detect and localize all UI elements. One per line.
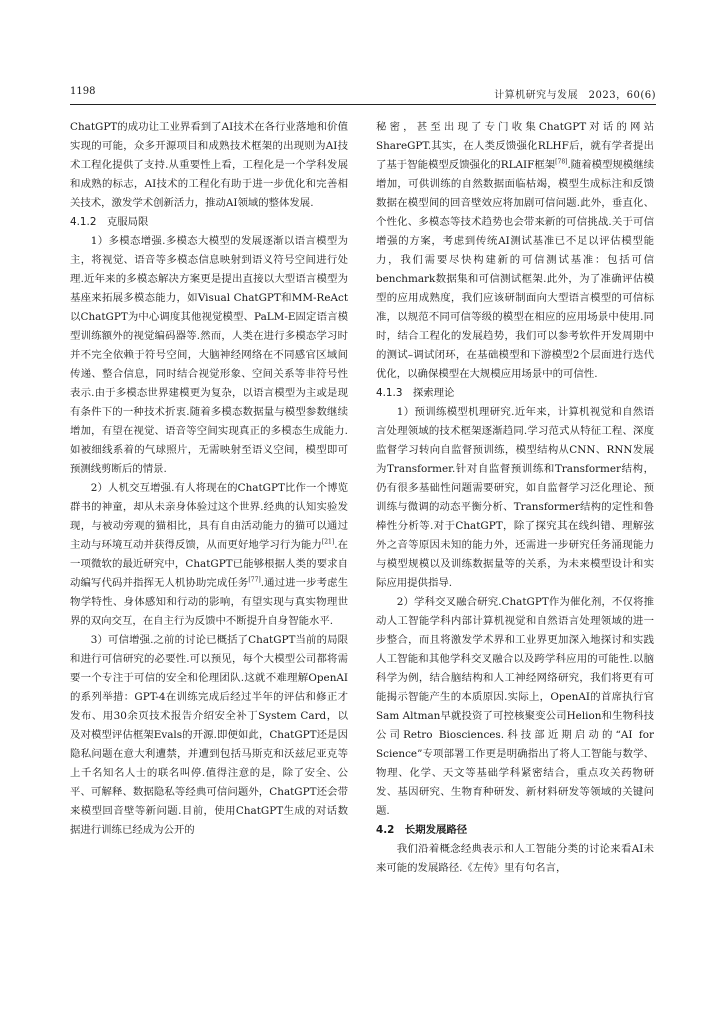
paragraph bbox=[70, 479, 348, 631]
paragraph-text: .通过进一步考虑生物学特性、身体感知和行动的影响，有望实现与真实物理世界的双向交互，在自主行为反馈中不断提升自身智能水平. bbox=[70, 577, 348, 627]
paragraph: 1）预训练模型机理研究.近年来，计算机视觉和自然语言处理领域的技术框架逐渐趋同.学习范式从特征工程、深度监督学习转向自监督预训练，模型结构从CNN、RNN发展为Transformer.针对自监督预训练和Transformer结构，仍有很多基础性问题需要研究，如自监督学习泛化理论、预训练与微调的动态平衡分析、Transformer结构的定性和鲁棒性分析等.对于ChatGPT，除了探究其在线纠错、理解弦外之音等原因未知的能力外，还需进一步研究任务涌现能力与模型规模以及训练数据量等的关系，为未来模型设计和实际应用提供指导. bbox=[376, 406, 654, 589]
right-column bbox=[376, 118, 654, 878]
paragraph: ChatGPT的成功让工业界看到了AI技术在各行业落地和价值实现的可能，众多开源项目和成熟技术框架的出现则为AI技术工程化提供了支持.从重要性上看，工程化是一个学科发展和成熟的标志，AI技术的工程化有助于进一步优化和完善相关技术，激发学术创新活力，推动AI领域的整体发展. bbox=[70, 121, 348, 209]
subsection-heading: 4.1.2 克服局限 bbox=[70, 216, 149, 228]
header-rule bbox=[70, 104, 656, 105]
citation: [21] bbox=[321, 538, 335, 546]
page-header bbox=[70, 86, 656, 100]
left-column bbox=[70, 118, 348, 840]
subsection-heading: 4.1.3 探索理论 bbox=[376, 387, 455, 399]
citation: [77] bbox=[248, 576, 261, 584]
page-number: 1198 bbox=[70, 86, 96, 97]
paragraph: 2）学科交叉融合研究.ChatGPT作为催化剂，不仅将推动人工智能学科内部计算机视觉和自然语言处理领域的进一步整合，而且将激发学术界和工业界更加深入地探讨和实践人工智能和其他学科交叉融合以及跨学科应用的可能性.以脑科学为例，结合脑结构和人工神经网络研究，我们将更有可能揭示智能产生的本质原因.实际上，OpenAI的首席执行官Sam Altman早就投资了可控核聚变公司Helion和生物科技公司Retro Biosciences.科技部近期启动的“AI for Science”专项部署工作更是明确指出了将人工智能与数学、物理、化学、天文等基础学科紧密结合，重点攻关药物研发、基因研究、生物育种研发、新材料研发等领域的关键问题. bbox=[376, 596, 654, 817]
paragraph: 我们沿着概念经典表示和人工智能分类的讨论来看AI未来可能的发展路径.《左传》里有句名言， bbox=[376, 843, 654, 874]
paragraph-text: .随着模型规模继续增加，可供训练的自然数据面临枯竭，模型生成标注和反馈数据在模型间的回音壁效应将加剧可信问题.此外，垂直化、个性化、多模态等技术趋势也会带来新的可信挑战.关于可信增强的方案，考虑到传统AI测试基准已不足以评估模型能力，我们需要尽快构建新的可信测试基准：包括可信benchmark数据集和可信测试框架.此外，为了准确评估模型的应用成熟度，我们应该研制面向大型语言模型的可信标准，以规范不同可信等级的模型在相应的应用场景中使用.同时，结合工程化的发展趋势，我们可以参考软件开发周期中的测试–调试闭环，在基础模型和下游模型2个层面进行迭代优化，以确保模型在大规模应用场景中的可信性. bbox=[376, 159, 654, 380]
paragraph bbox=[376, 118, 654, 384]
paragraph-text: 2）人机交互增强.有人将现在的ChatGPT比作一个博览群书的神童，却从未亲身体验过这个世界.经典的认知实验发现，与被动旁观的猫相比，具有自由活动能力的猫可以通过主动与环境互动并获得反馈，从而更好地学习行为能力 bbox=[70, 482, 348, 551]
paragraph: 1）多模态增强.多模态大模型的发展逐渐以语言模型为主，将视觉、语音等多模态信息映射到语义符号空间进行处理.近年来的多模态解决方案更是提出直接以大型语言模型为基座来拓展多模态能力，如Visual ChatGPT和MM-ReAct以ChatGPT为中心调度其他视觉模型、PaLM-E固定语言模型训练额外的视觉编码器等.然而，人类在进行多模态学习时并不完全依赖于符号空间，大脑神经网络在不同感官区域间传递、整合信息，同时结合视觉形象、空间关系等非符号性表示.由于多模态世界建模更为复杂，以语言模型为主或是现有条件下的一种技术折衷.随着多模态数据量与模型参数继续增加，有望在视觉、语音等空间实现真正的多模态生成能力.如被细线系着的气球照片，无需映射至语义空间，模型即可预测线剪断后的情景. bbox=[70, 235, 348, 475]
paragraph-text: 秘密，甚至出现了专门收集ChatGPT对话的网站ShareGPT.其实，在人类反馈强化RLHF后，就有学者提出了基于智能模型反馈强化的RLAIF框架 bbox=[376, 121, 654, 171]
section-heading: 4.2 长期发展路径 bbox=[376, 824, 468, 836]
journal-title: 计算机研究与发展 2023，60(6) bbox=[494, 90, 656, 101]
citation: [78] bbox=[555, 158, 568, 166]
paragraph: 3）可信增强.之前的讨论已概括了ChatGPT当前的局限和进行可信研究的必要性.可以预见，每个大模型公司都将需要一个专注于可信的安全和伦理团队.这就不难理解OpenAI的系列举措：GPT-4在训练完成后经过半年的评估和修正才发布、用30余页技术报告介绍安全补丁System Card，以及对模型评估框架Evals的开源.即便如此，ChatGPT还是因隐私问题在意大利遭禁，并遭到包括马斯克和沃兹尼亚克等上千名知名人士的联名叫停.值得注意的是，除了安全、公平、可解释、数据隐私等经典可信问题外，ChatGPT还会带来模型回音壁等新问题.目前，使用ChatGPT生成的对话数据进行训练已经成为公开的 bbox=[70, 634, 348, 836]
paragraph-text: .在一项微软的最近研究中，ChatGPT已能够根据人类的要求自动编写代码并指挥无人机协助完成任务 bbox=[70, 539, 349, 589]
